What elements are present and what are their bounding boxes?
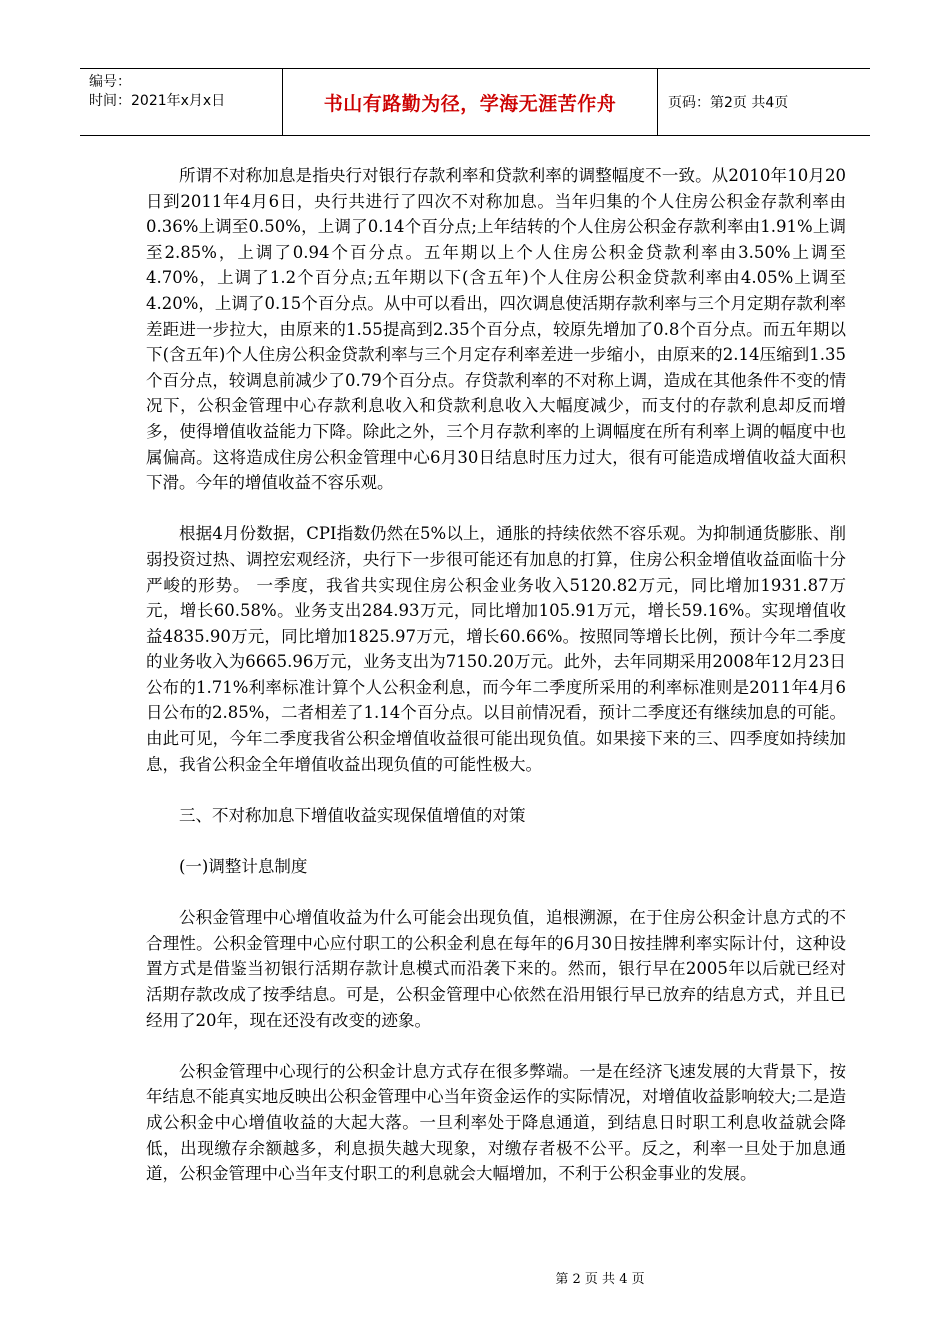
document-number-label: 编号： [89, 74, 131, 90]
document-body [146, 163, 846, 1212]
section-heading: 三、不对称加息下增值收益实现保值增值的对策 [179, 805, 526, 825]
header-page-code: 页码：第2页 共4页 [668, 95, 789, 111]
body-paragraph: 根据4月份数据，CPI指数仍然在5%以上，通胀的持续依然不容乐观。为抑制通货膨胀、削弱投资过热、调控宏观经济，央行下一步很可能还有加息的打算，住房公积金增值收益面临十分严峻的形势。 一季度，我省共实现住房公积金业务收入5120.82万元，同比增加1931.87万元，增长60.58%。业务支出284.93万元，同比增加105.91万元，增长59.16%。实现增值收益4835.90万元，同比增加1825.97万元，增长60.66%。按照同等增长比例，预计今年二季度的业务收入为6665.96万元，业务支出为7150.20万元。此外，去年同期采用2008年12月23日公布的1.71%利率标准计算个人公积金利息，而今年二季度所采用的利率标准则是2011年4月6日公布的2.85%，二者相差了1.14个百分点。以目前情况看，预计二季度还有继续加息的可能。由此可见，今年二季度我省公积金增值收益很可能出现负值。如果接下来的三、四季度如持续加息，我省公积金全年增值收益出现负值的可能性极大。 [146, 524, 846, 774]
header-meta [80, 69, 282, 135]
header-motto: 书山有路勤为径，学海无涯苦作舟 [282, 69, 658, 135]
sub-heading: (一)调整计息制度 [179, 857, 308, 877]
body-paragraph: 所谓不对称加息是指央行对银行存款利率和贷款利率的调整幅度不一致。从2010年10月20日到2011年4月6日，央行共进行了四次不对称加息。当年归集的个人住房公积金存款利率由0.36%上调至0.50%，上调了0.14个百分点;上年结转的个人住房公积金存款利率由1.91%上调至2.85%，上调了0.94个百分点。五年期以上个人住房公积金贷款利率由3.50%上调至4.70%，上调了1.2个百分点;五年期以下(含五年)个人住房公积金贷款利率由4.05%上调至4.20%，上调了0.15个百分点。从中可以看出，四次调息使活期存款利率与三个月定期存款利率差距进一步拉大，由原来的1.55提高到2.35个百分点，较原先增加了0.8个百分点。而五年期以下(含五年)个人住房公积金贷款利率与三个月定存利率差进一步缩小，由原来的2.14压缩到1.35个百分点，较调息前减少了0.79个百分点。存贷款利率的不对称上调，造成在其他条件不变的情况下，公积金管理中心存款利息收入和贷款利息收入大幅度减少，而支付的存款利息却反而增多，使得增值收益能力下降。除此之外，三个月存款利率的上调幅度在所有利率上调的幅度中也属偏高。这将造成住房公积金管理中心6月30日结息时压力过大，很有可能造成增值收益大面积下滑。今年的增值收益不容乐观。 [146, 166, 846, 493]
body-paragraph: 公积金管理中心增值收益为什么可能会出现负值，追根溯源，在于住房公积金计息方式的不合理性。公积金管理中心应付职工的公积金利息在每年的6月30日按挂牌利率实际计付，这种设置方式是借鉴当初银行活期存款计息模式而沿袭下来的。然而，银行早在2005年以后就已经对活期存款改成了按季结息。可是，公积金管理中心依然在沿用银行早已放弃的结息方式，并且已经用了20年，现在还没有改变的迹象。 [146, 908, 846, 1030]
document-time-label: 时间：2021年x月x日 [89, 93, 226, 109]
page-footer: 第 2 页 共 4 页 [555, 1272, 645, 1287]
page-header [80, 68, 870, 136]
body-paragraph: 公积金管理中心现行的公积金计息方式存在很多弊端。一是在经济飞速发展的大背景下，按年结息不能真实地反映出公积金管理中心当年资金运作的实际情况，对增值收益影响较大;二是造成公积金中心增值收益的大起大落。一旦利率处于降息通道，到结息日时职工利息收益就会降低，出现缴存余额越多，利息损失越大现象，对缴存者极不公平。反之，利率一旦处于加息通道，公积金管理中心当年支付职工的利息就会大幅增加，不利于公积金事业的发展。 [146, 1061, 846, 1184]
